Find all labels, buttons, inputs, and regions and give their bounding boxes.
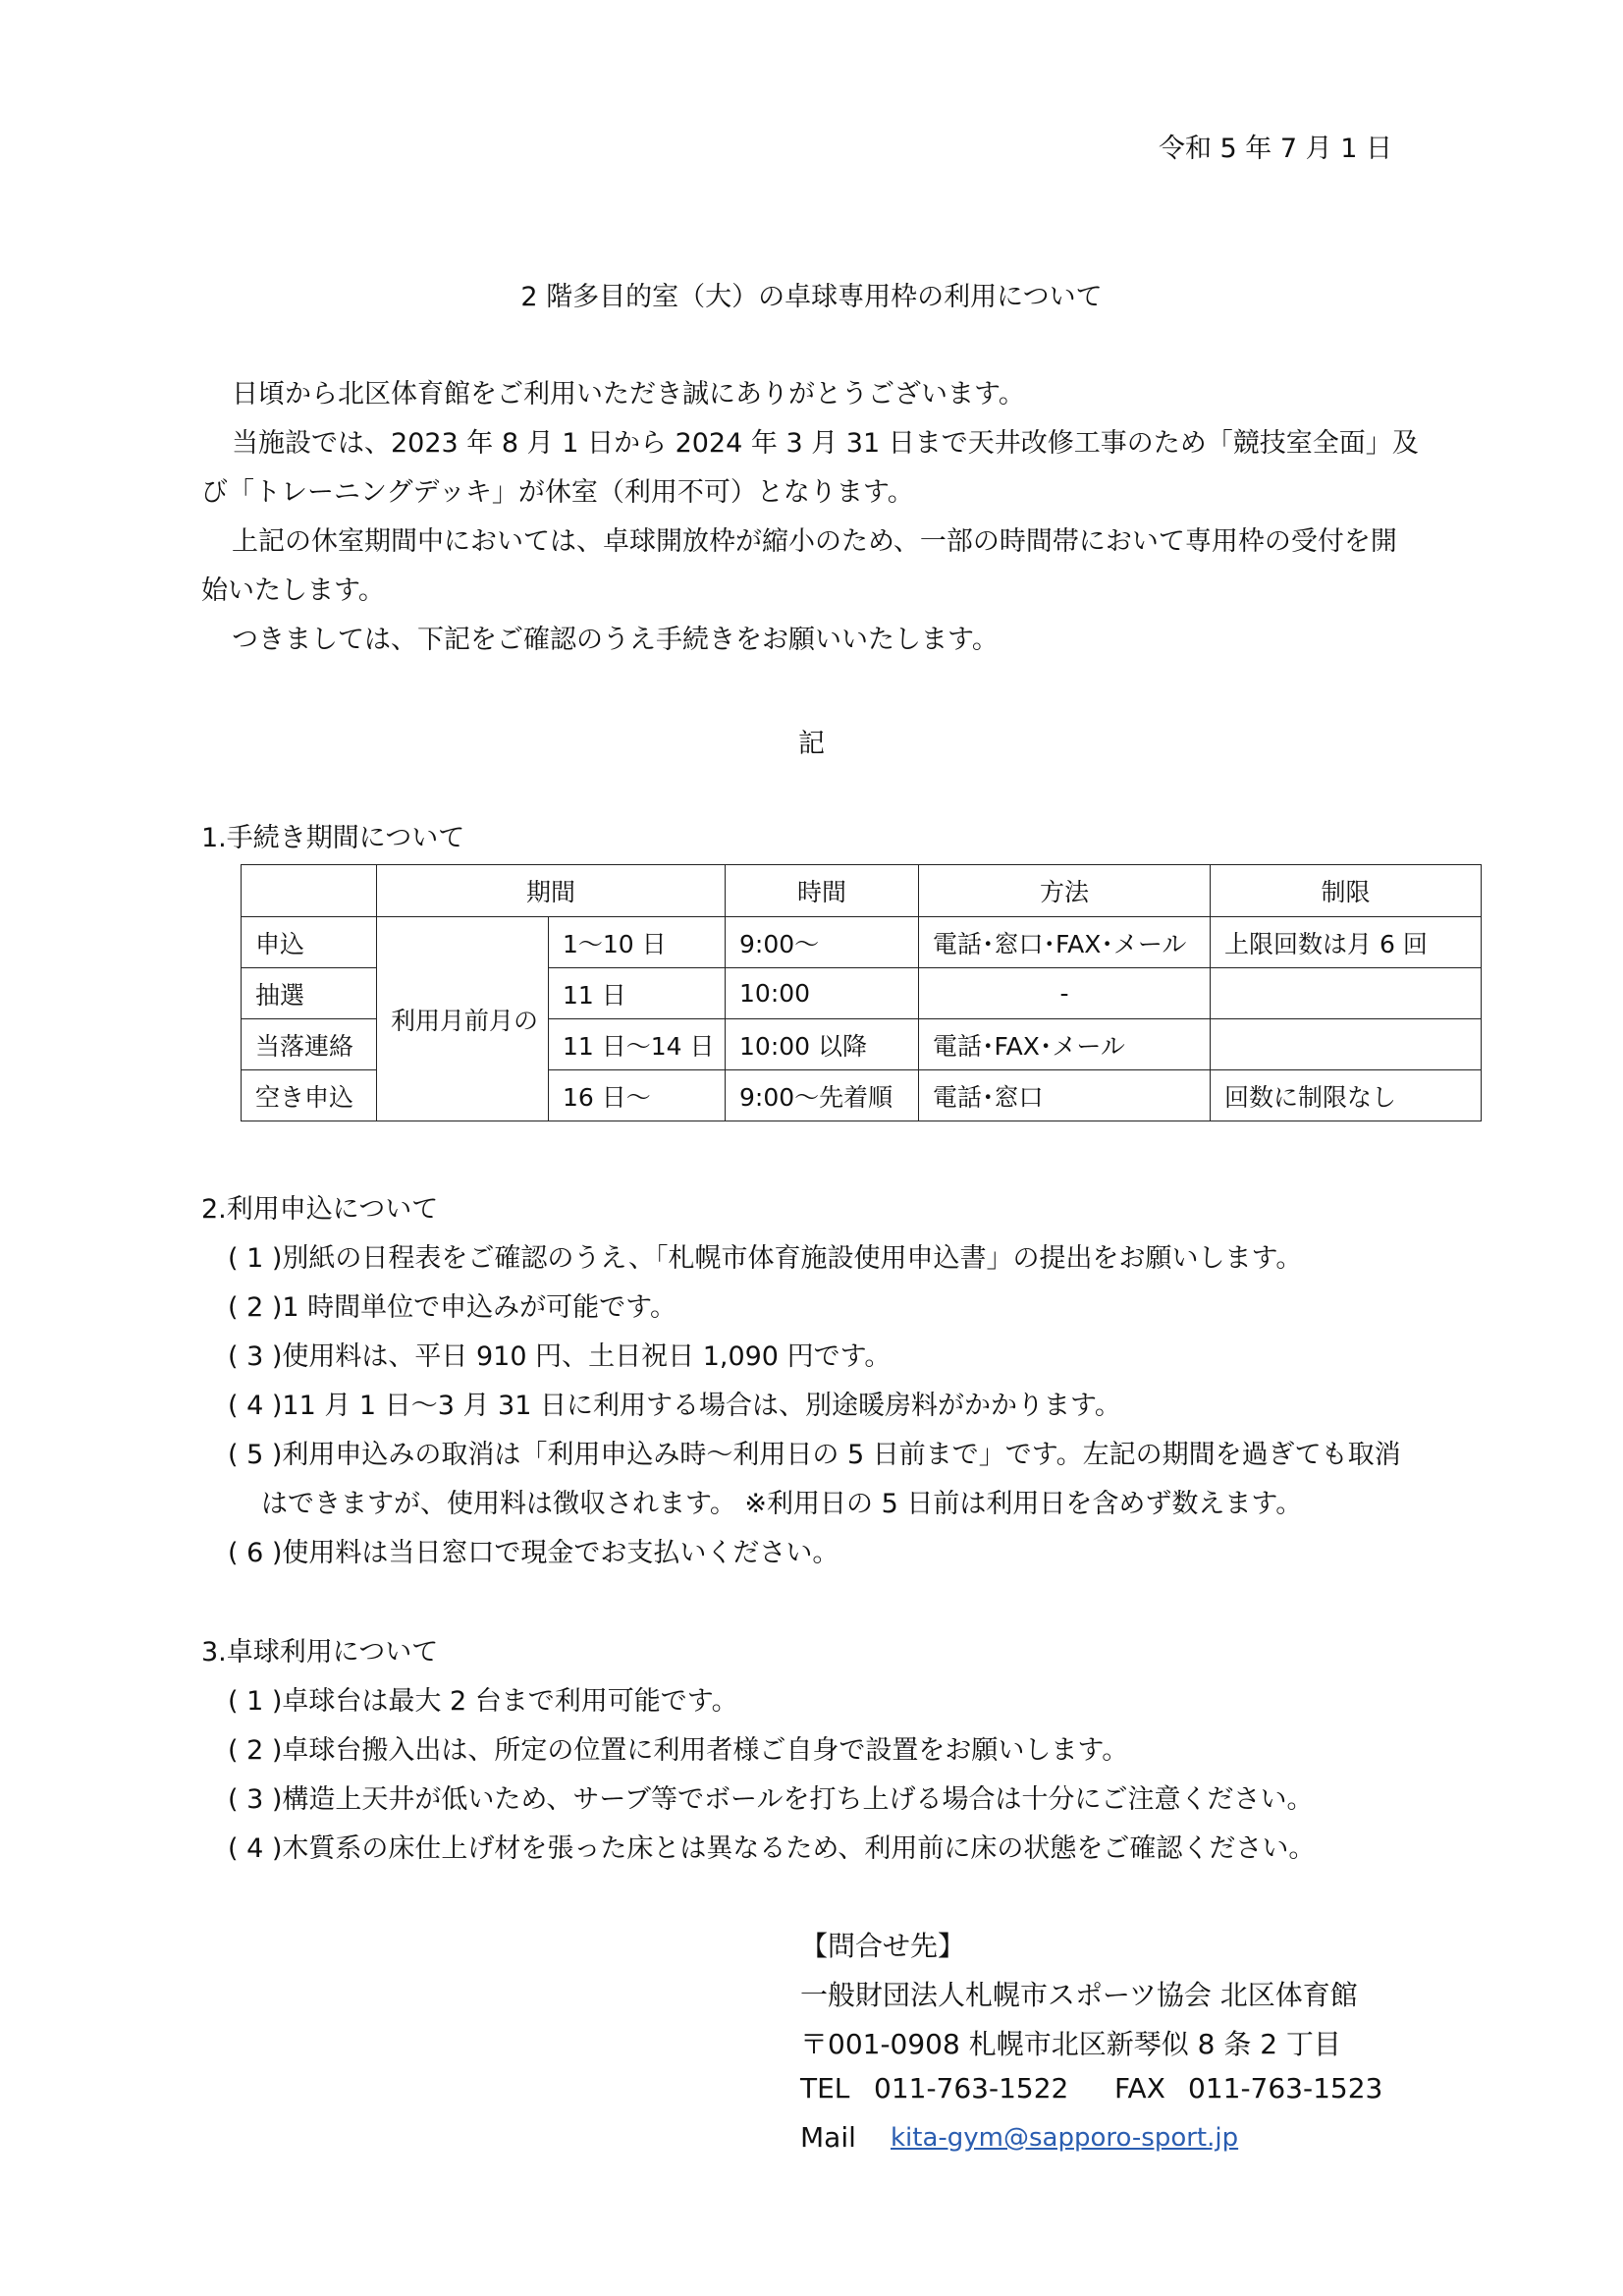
contact-heading: 【問合せ先】 [800, 1930, 966, 1962]
row-days: 16 日～ [549, 1070, 726, 1121]
intro-paragraph-3: 上記の休室期間中においては、卓球開放枠が縮小のため、一部の時間帯において専用枠の受付を開 [232, 526, 1397, 557]
contact-block [800, 1925, 1389, 2160]
section-3-item-3: ( 3 )構造上天井が低いため、サーブ等でボールを打ち上げる場合は十分にご注意ください。 [228, 1784, 1314, 1815]
section-3-item-2: ( 2 )卓球台搬入出は、所定の位置に利用者様ご自身で設置をお願いします。 [228, 1735, 1129, 1766]
contact-fax-number: 011-763-1523 [1188, 2072, 1383, 2105]
row-method: - [919, 968, 1211, 1019]
section-2-item-1: ( 1 )別紙の日程表をご確認のうえ、「札幌市体育施設使用申込書」の提出をお願いします。 [228, 1243, 1303, 1274]
row-label: 当落連絡 [242, 1019, 377, 1070]
row-limit [1211, 968, 1482, 1019]
intro-paragraph-2-cont: び「トレーニングデッキ」が休室（利用不可）となります。 [201, 477, 914, 508]
contact-tel-label: TEL [800, 2072, 850, 2105]
row-days: 1～10 日 [549, 917, 726, 968]
contact-address: 〒001-0908 札幌市北区新琴似 8 条 2 丁目 [800, 2028, 1341, 2060]
document-title: 2 階多目的室（大）の卓球専用枠の利用について [520, 282, 1103, 312]
section-2-item-3: ( 3 )使用料は、平日 910 円、土日祝日 1,090 円です。 [228, 1341, 892, 1372]
section-2-item-2: ( 2 )1 時間単位で申込みが可能です。 [228, 1292, 677, 1323]
intro-paragraph-2: 当施設では、2023 年 8 月 1 日から 2024 年 3 月 31 日まで天井改修工事のため「競技室全面」及 [232, 428, 1419, 459]
table-row [242, 917, 1482, 968]
section-2-item-5-cont: はできますが、使用料は徴収されます。 ※利用日の 5 日前は利用日を含めず数えます。 [261, 1489, 1303, 1519]
section-2-heading: 2.利用申込について [201, 1194, 439, 1225]
table-header-blank [242, 865, 377, 917]
row-method: 電話･FAX･メール [919, 1019, 1211, 1070]
row-label: 抽選 [242, 968, 377, 1019]
contact-fax-label: FAX [1114, 2072, 1165, 2105]
document-date: 令和 5 年 7 月 1 日 [1158, 134, 1392, 164]
row-time: 9:00～ [726, 917, 919, 968]
schedule-table [241, 864, 1482, 1121]
contact-organization: 一般財団法人札幌市スポーツ協会 北区体育館 [800, 1979, 1358, 2011]
section-2-item-5: ( 5 )利用申込みの取消は「利用申込み時～利用日の 5 日前まで」です。左記の期間を過ぎても取消 [228, 1440, 1401, 1470]
section-2-item-4: ( 4 )11 月 1 日～3 月 31 日に利用する場合は、別途暖房料がかかります。 [228, 1391, 1121, 1421]
table-header-limit: 制限 [1211, 865, 1482, 917]
section-1-heading: 1.手続き期間について [201, 823, 465, 853]
row-method: 電話･窓口･FAX･メール [919, 917, 1211, 968]
row-days: 11 日 [549, 968, 726, 1019]
contact-mail-label: Mail [800, 2121, 856, 2154]
contact-mail-link[interactable]: kita-gym@sapporo-sport.jp [891, 2123, 1239, 2153]
table-header-method: 方法 [919, 865, 1211, 917]
row-time: 10:00 以降 [726, 1019, 919, 1070]
row-limit: 上限回数は月 6 回 [1211, 917, 1482, 968]
section-3-item-1: ( 1 )卓球台は最大 2 台まで利用可能です。 [228, 1686, 738, 1717]
intro-paragraph-3-cont: 始いたします。 [201, 575, 385, 606]
section-2-item-6: ( 6 )使用料は当日窓口で現金でお支払いください。 [228, 1538, 839, 1568]
ki-heading: 記 [798, 729, 825, 759]
contact-tel-number: 011-763-1522 [874, 2072, 1069, 2105]
intro-paragraph-4: つきましては、下記をご確認のうえ手続きをお願いいたします。 [232, 625, 999, 655]
table-header-row [242, 865, 1482, 917]
section-3-heading: 3.卓球利用について [201, 1637, 439, 1667]
row-limit: 回数に制限なし [1211, 1070, 1482, 1121]
row-method: 電話･窓口 [919, 1070, 1211, 1121]
period-merged-cell: 利用月前月の [377, 917, 549, 1121]
intro-paragraph-1: 日頃から北区体育館をご利用いただき誠にありがとうございます。 [232, 379, 1025, 410]
table-header-period: 期間 [377, 865, 726, 917]
row-label: 空き申込 [242, 1070, 377, 1121]
table-header-time: 時間 [726, 865, 919, 917]
row-label: 申込 [242, 917, 377, 968]
section-3-item-4: ( 4 )木質系の床仕上げ材を張った床とは異なるため、利用前に床の状態をご確認ください。 [228, 1833, 1316, 1864]
row-days: 11 日～14 日 [549, 1019, 726, 1070]
row-time: 9:00～先着順 [726, 1070, 919, 1121]
row-time: 10:00 [726, 968, 919, 1019]
row-limit [1211, 1019, 1482, 1070]
